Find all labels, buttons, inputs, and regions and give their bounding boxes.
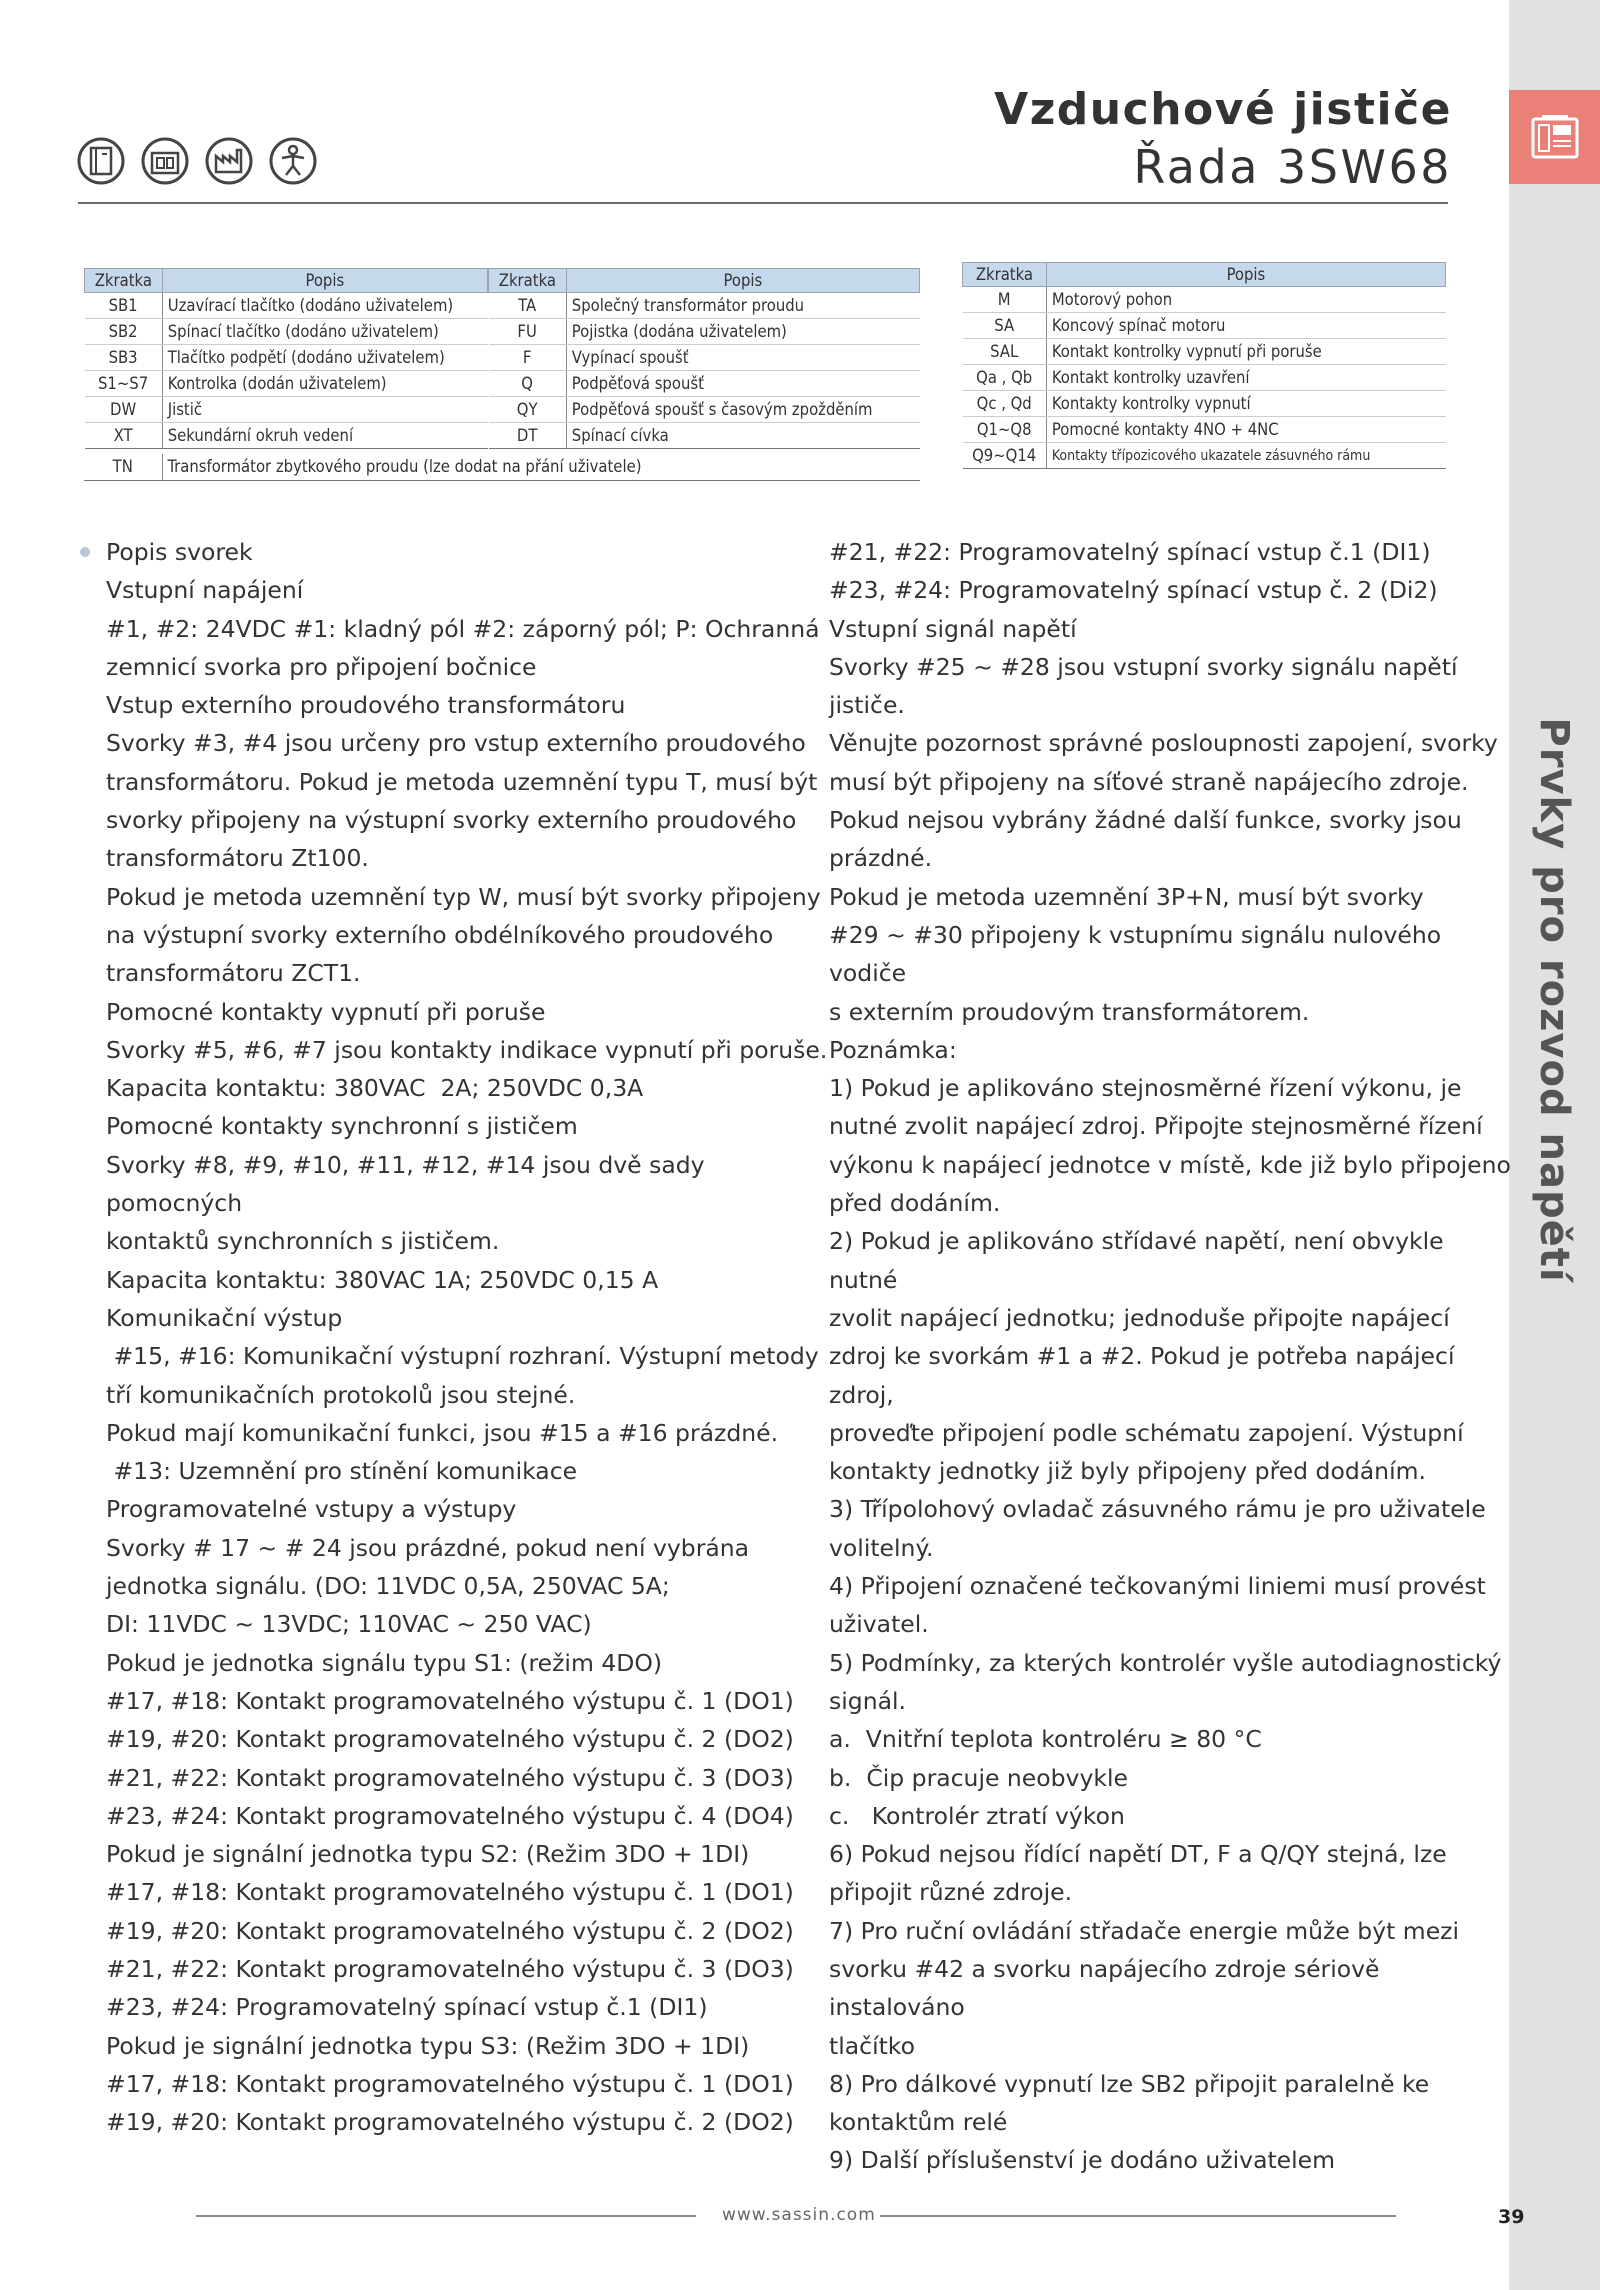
table-row — [963, 443, 1446, 469]
text-line: 7) Pro ruční ovládání střadače energie může být mezi — [829, 1916, 1460, 1945]
text-line: transformátoru. Pokud je metoda uzemnění typu T, musí být — [106, 767, 818, 796]
text-line: #23, #24: Kontakt programovatelného výstupu č. 4 (DO4) — [106, 1801, 794, 1830]
text-line: #17, #18: Kontakt programovatelného výstupu č. 1 (DO1) — [106, 1686, 794, 1715]
table-row — [85, 293, 488, 319]
table-header-row — [489, 269, 920, 293]
text-line: svorky připojeny na výstupní svorky externího proudového — [106, 806, 797, 835]
text-line: Pomocné kontakty synchronní s jističem — [106, 1112, 578, 1141]
table-cell-desc: Kontakt kontrolky uzavření — [1046, 365, 1445, 391]
table-row — [489, 423, 920, 449]
table-row — [963, 417, 1446, 443]
text-line: Pokud je metoda uzemnění 3P+N, musí být svorky — [829, 882, 1424, 911]
table-cell-desc: Koncový spínač motoru — [1046, 313, 1445, 339]
text-line: #19, #20: Kontakt programovatelného výstupu č. 2 (DO2) — [106, 1916, 794, 1945]
text-line: volitelný. — [829, 1533, 934, 1562]
table-row — [85, 397, 488, 423]
table-cell-desc: Motorový pohon — [1046, 287, 1445, 313]
text-line: kontaktů synchronních s jističem. — [106, 1227, 500, 1256]
text-line: 2) Pokud je aplikováno střídavé napětí, není obvykle nutné — [829, 1227, 1452, 1294]
text-line: #21, #22: Kontakt programovatelného výstupu č. 3 (DO3) — [106, 1763, 794, 1792]
table-row — [489, 293, 920, 319]
table-cell-abbr: F — [489, 345, 567, 371]
text-line: #23, #24: Programovatelný spínací vstup č. 2 (Di2) — [829, 576, 1438, 605]
table-cell-abbr: Q9~Q14 — [963, 443, 1047, 469]
text-line: #29 ~ #30 připojeny k vstupnímu signálu nulového vodiče — [829, 920, 1449, 988]
text-line: 8) Pro dálkové vypnutí lze SB2 připojit paralelně ke — [829, 2069, 1430, 2098]
table-cell-desc: Kontrolka (dodán uživatelem) — [162, 371, 487, 397]
text-line: uživatel. — [829, 1610, 929, 1639]
table-cell-desc: Kontakty třípozicového ukazatele zásuvného rámu — [1046, 443, 1445, 469]
text-line: proveďte připojení podle schématu zapojení. Výstupní — [829, 1418, 1464, 1447]
table-cell-desc: Sekundární okruh vedení — [162, 423, 487, 449]
text-line: transformátoru ZCT1. — [106, 959, 361, 988]
table-cell-abbr: DT — [489, 423, 567, 449]
table-cell-desc: Pomocné kontakty 4NO + 4NC — [1046, 417, 1445, 443]
text-line: #15, #16: Komunikační výstupní rozhraní. Výstupní metody — [106, 1342, 819, 1371]
text-line: Věnujte pozornost správné posloupnosti zapojení, svorky — [829, 729, 1498, 758]
table-row — [489, 319, 920, 345]
text-line: Pomocné kontakty vypnutí při poruše — [106, 997, 546, 1026]
table-row — [84, 454, 920, 480]
text-line: tlačítko — [829, 2031, 915, 2060]
text-line: a. Vnitřní teplota kontroléru ≥ 80 °C — [829, 1725, 1262, 1754]
text-line: prázdné. — [829, 844, 933, 873]
text-line: #13: Uzemnění pro stínění komunikace — [106, 1457, 578, 1486]
text-line: Svorky #25 ~ #28 jsou vstupní svorky signálu napětí jističe. — [829, 652, 1465, 720]
text-line: zdroj ke svorkám #1 a #2. Pokud je potřeba napájecí zdroj, — [829, 1342, 1462, 1409]
page-title: Vzduchové jističe — [994, 84, 1452, 135]
table-header-row — [85, 269, 488, 293]
table-cell-abbr: TA — [489, 293, 567, 319]
table-cell-abbr: S1~S7 — [85, 371, 163, 397]
text-line: Kapacita kontaktu: 380VAC 1A; 250VDC 0,15 A — [106, 1265, 659, 1294]
text-line: Svorky #8, #9, #10, #11, #12, #14 jsou dvě sady pomocných — [106, 1150, 713, 1218]
table-row — [85, 371, 488, 397]
table-cell-abbr: SAL — [963, 339, 1047, 365]
table-cell-abbr: SA — [963, 313, 1047, 339]
text-line: b. Čip pracuje neobvykle — [829, 1763, 1128, 1792]
text-line: Kapacita kontaktu: 380VAC 2A; 250VDC 0,3A — [106, 1074, 644, 1103]
footer-rule-left — [196, 2215, 696, 2217]
table-header-desc: Popis — [162, 269, 487, 293]
table-cell-desc: Tlačítko podpětí (dodáno uživatelem) — [162, 345, 487, 371]
factory-icon — [204, 136, 254, 186]
footer-url: www.sassin.com — [722, 2205, 876, 2225]
table-cell-desc: Podpěťová spoušť s časovým zpožděním — [566, 397, 919, 423]
text-line: kontaktům relé — [829, 2108, 1008, 2137]
table-row — [489, 397, 920, 423]
table-cell-abbr: DW — [85, 397, 163, 423]
table-cell-abbr: TN — [84, 454, 162, 480]
text-line: kontakty jednotky již byly připojeny před dodáním. — [829, 1457, 1426, 1486]
text-line: Pokud mají komunikační funkci, jsou #15 a #16 prázdné. — [106, 1418, 779, 1447]
text-line: nutné zvolit napájecí zdroj. Připojte stejnosměrné řízení — [829, 1112, 1483, 1141]
text-line: Vstup externího proudového transformátoru — [106, 691, 626, 720]
text-line: Programovatelné vstupy a výstupy — [106, 1495, 517, 1524]
person-icon — [268, 136, 318, 186]
text-line: připojit různé zdroje. — [829, 1878, 1073, 1907]
page-subtitle: Řada 3SW68 — [1133, 140, 1452, 194]
table-cell-abbr: M — [963, 287, 1047, 313]
text-line: 4) Připojení označené tečkovanými liniemi musí provést — [829, 1572, 1486, 1601]
text-line: #1, #2: 24VDC #1: kladný pól #2: záporný pól; P: Ochranná — [106, 614, 820, 643]
text-line: #19, #20: Kontakt programovatelného výstupu č. 2 (DO2) — [106, 2108, 794, 2137]
table-cell-abbr: QY — [489, 397, 567, 423]
text-line: transformátoru Zt100. — [106, 844, 369, 873]
industrial-device-icon — [140, 136, 190, 186]
text-line: Pokud je signální jednotka typu S3: (Režim 3DO + 1DI) — [106, 2031, 750, 2060]
text-line: 6) Pokud nejsou řídící napětí DT, F a Q/QY stejná, lze — [829, 1840, 1447, 1869]
header-divider — [78, 202, 1448, 204]
text-line: Svorky # 17 ~ # 24 jsou prázdné, pokud není vybrána — [106, 1533, 750, 1562]
abbreviation-table-tn-row — [84, 454, 920, 481]
table-cell-abbr: SB3 — [85, 345, 163, 371]
table-cell-desc: Kontakty kontrolky vypnutí — [1046, 391, 1445, 417]
text-line: 9) Další příslušenství je dodáno uživatelem — [829, 2146, 1336, 2175]
text-line: Pokud nejsou vybrány žádné další funkce, svorky jsou — [829, 806, 1462, 835]
text-line: s externím proudovým transformátorem. — [829, 997, 1310, 1026]
table-cell-abbr: Qa , Qb — [963, 365, 1047, 391]
text-line: #23, #24: Programovatelný spínací vstup č.1 (DI1) — [106, 1993, 708, 2022]
table-cell-desc: Transformátor zbytkového proudu (lze dodat na přání uživatele) — [162, 454, 920, 480]
section-tab — [1509, 90, 1600, 184]
text-line: c. Kontrolér ztratí výkon — [829, 1801, 1125, 1830]
footer-rule-right — [880, 2215, 1396, 2217]
text-line: Vstupní napájení — [106, 576, 304, 605]
left-text-column — [106, 533, 828, 2141]
text-line: Svorky #3, #4 jsou určeny pro vstup externího proudového — [106, 729, 806, 758]
table-row — [85, 345, 488, 371]
table-header-desc: Popis — [1046, 263, 1445, 287]
text-line: #19, #20: Kontakt programovatelného výstupu č. 2 (DO2) — [106, 1725, 794, 1754]
text-line: #17, #18: Kontakt programovatelného výstupu č. 1 (DO1) — [106, 2069, 794, 2098]
table-cell-abbr: XT — [85, 423, 163, 449]
table-row — [85, 423, 488, 449]
table-header-desc: Popis — [566, 269, 919, 293]
table-header-abbr: Zkratka — [963, 263, 1047, 287]
section-vertical-title: Prvky pro rozvod napětí — [1531, 717, 1577, 1283]
table-header-abbr: Zkratka — [85, 269, 163, 293]
table-cell-desc: Spínací tlačítko (dodáno uživatelem) — [162, 319, 487, 345]
text-line: Komunikační výstup — [106, 1303, 343, 1332]
din-rail-icon — [76, 136, 126, 186]
table-cell-abbr: SB1 — [85, 293, 163, 319]
table-cell-abbr: FU — [489, 319, 567, 345]
text-line: DI: 11VDC ~ 13VDC; 110VAC ~ 250 VAC) — [106, 1610, 592, 1639]
text-line: výkonu k napájecí jednotce v místě, kde již bylo připojeno — [829, 1150, 1511, 1179]
text-line: #21, #22: Programovatelný spínací vstup č.1 (DI1) — [829, 538, 1431, 566]
text-line: před dodáním. — [829, 1189, 1001, 1218]
right-text-column — [829, 533, 1514, 2180]
table-cell-desc: Společný transformátor proudu — [566, 293, 919, 319]
table-cell-abbr: Q1~Q8 — [963, 417, 1047, 443]
table-row — [963, 313, 1446, 339]
text-line: na výstupní svorky externího obdélníkového proudového — [106, 920, 774, 949]
table-row — [85, 319, 488, 345]
circuit-breaker-icon — [1530, 113, 1580, 161]
text-line: Pokud je signální jednotka typu S2: (Režim 3DO + 1DI) — [106, 1840, 750, 1869]
section-bullet — [80, 547, 90, 557]
table-cell-desc: Vypínací spoušť — [566, 345, 919, 371]
table-row — [963, 391, 1446, 417]
text-line: Pokud je metoda uzemnění typ W, musí být svorky připojeny — [106, 882, 821, 911]
text-line: Pokud je jednotka signálu typu S1: (režim 4DO) — [106, 1648, 663, 1677]
text-line: tří komunikačních protokolů jsou stejné. — [106, 1380, 576, 1409]
table-row — [963, 365, 1446, 391]
text-line: 1) Pokud je aplikováno stejnosměrné řízení výkonu, je — [829, 1074, 1462, 1103]
text-line: #21, #22: Kontakt programovatelného výstupu č. 3 (DO3) — [106, 1954, 794, 1983]
table-row — [963, 339, 1446, 365]
text-line: jednotka signálu. (DO: 11VDC 0,5A, 250VAC 5A; — [106, 1572, 670, 1601]
text-line: Popis svorek — [106, 538, 253, 566]
table-cell-desc: Pojistka (dodána uživatelem) — [566, 319, 919, 345]
table-cell-desc: Podpěťová spoušť — [566, 371, 919, 397]
certification-icons — [76, 136, 318, 186]
text-line: Poznámka: — [829, 1035, 957, 1064]
text-line: #17, #18: Kontakt programovatelného výstupu č. 1 (DO1) — [106, 1878, 794, 1907]
text-line: 5) Podmínky, za kterých kontrolér vyšle autodiagnostický — [829, 1648, 1502, 1677]
text-line: signál. — [829, 1686, 906, 1715]
text-line: musí být připojeny na síťové straně napájecího zdroje. — [829, 767, 1469, 796]
table-cell-desc: Uzavírací tlačítko (dodáno uživatelem) — [162, 293, 487, 319]
table-row — [963, 287, 1446, 313]
table-cell-desc: Kontakt kontrolky vypnutí při poruše — [1046, 339, 1445, 365]
text-line: Svorky #5, #6, #7 jsou kontakty indikace vypnutí při poruše. — [106, 1035, 828, 1064]
text-line: 3) Třípolohový ovladač zásuvného rámu je pro uživatele — [829, 1495, 1486, 1524]
text-line: zvolit napájecí jednotku; jednoduše připojte napájecí — [829, 1303, 1450, 1332]
table-cell-abbr: SB2 — [85, 319, 163, 345]
table-row — [489, 371, 920, 397]
table-cell-desc: Spínací cívka — [566, 423, 919, 449]
table-cell-abbr: Qc , Qd — [963, 391, 1047, 417]
table-cell-abbr: Q — [489, 371, 567, 397]
page-number: 39 — [1498, 2206, 1525, 2228]
table-header-row — [963, 263, 1446, 287]
abbreviation-table-2 — [488, 268, 920, 449]
table-cell-desc: Jistič — [162, 397, 487, 423]
abbreviation-table-3 — [962, 262, 1446, 469]
table-header-abbr: Zkratka — [489, 269, 567, 293]
text-line: svorku #42 a svorku napájecího zdroje sériově instalováno — [829, 1954, 1387, 2022]
table-row — [489, 345, 920, 371]
abbreviation-table-1 — [84, 268, 488, 449]
text-line: Vstupní signál napětí — [829, 614, 1077, 643]
text-line: zemnicí svorka pro připojení bočnice — [106, 652, 537, 681]
